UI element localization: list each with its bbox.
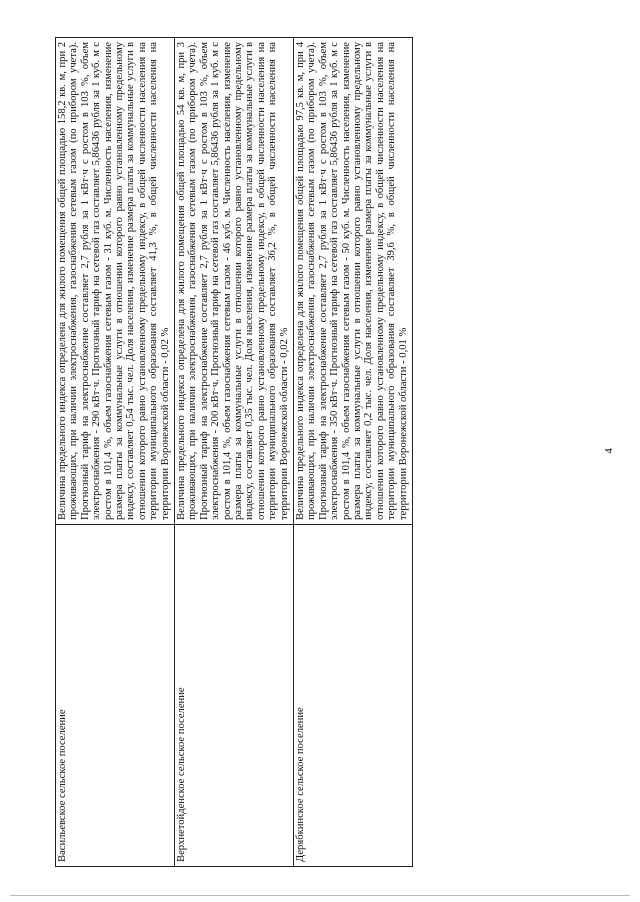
settlement-name-cell: Дерябкинское сельское поселение	[294, 525, 413, 867]
index-description-cell: Величина предельного индекса определена для жилого помещения общей площадью 97,5 кв. м, при 4 проживающих, при наличии электроснабжения, газоснабжения сетевым газом (по прибором учета). Прогнозный тариф на электроснабжение составляет 2,7 рубля за 1 кВт·ч с ростом в 103 %, объем электроснабжения - 350 кВт·ч. Прогнозный тариф на сетевой газ составляет 5,86436 рубля за 1 куб. м с ростом в 101,4 %, объем газоснабжения сетевым газом - 50 куб. м. Численность населения, изменение размера платы за коммунальные услуги в отношении которого равно установленному предельному индексу, составляет 0,2 тыс. чел. Доля населения, изменение размера платы за коммунальные услуги в отношении которого равно установленному предельному индексу, в общей численности населения на территории муниципального образования составляет 39,6 %, в общей численности населения на территории Воронежской области - 0,01 %	[294, 38, 413, 525]
index-description-cell: Величина предельного индекса определена для жилого помещения общей площадью 54 кв. м, при 3 проживающих, при наличии электроснабжения, газоснабжения сетевым газом (по прибором учета). Прогнозный тариф на электроснабжение составляет 2,7 рубля за 1 кВт·ч с ростом в 103 %, объем электроснабжения - 200 кВт·ч. Прогнозный тариф на сетевой газ составляет 5,86436 рубля за 1 куб. м с ростом в 101,4 %, объем газоснабжения сетевым газом - 46 куб. м. Численность населения, изменение размера платы за коммунальные услуги в отношении которого равно установленному предельному индексу, составляет 0,35 тыс. чел. Доля населения, изменение размера платы за коммунальные услуги в отношении которого равно установленному предельному индексу, в общей численности населения на территории муниципального образования составляет 36,2 %, в общей численности населения на территории Воронежской области - 0,02 %	[175, 38, 294, 525]
settlement-index-table	[55, 37, 413, 867]
settlement-name-cell: Васильевское сельское поселение	[56, 525, 175, 867]
page-number: 4	[602, 448, 615, 454]
settlement-name-cell: Верхнетойденское сельское поселение	[175, 525, 294, 867]
table-row	[175, 38, 294, 867]
index-description-cell: Величина предельного индекса определена для жилого помещения общей площадью 158,2 кв. м, при 2 проживающих, при наличии электроснабжения, газоснабжения сетевым газом (по прибором учета). Прогнозный тариф на электроснабжение составляет 2,7 рубля за 1 кВт·ч с ростом в 103 %, объем электроснабжения - 290 кВт·ч. Прогнозный тариф на сетевой газ составляет 5,86436 рубля за 1 куб. м с ростом в 101,4 %, объем газоснабжения сетевым газом - 31 куб. м. Численность населения, изменение размера платы за коммунальные услуги в отношении которого равно установленному предельному индексу, составляет 0,54 тыс. чел. Доля населения, изменение размера платы за коммунальные услуги в отношении которого равно установленному предельному индексу, в общей численности населения на территории муниципального образования составляет 41,3 %, в общей численности населения на территории Воронежской области - 0,02 %	[56, 38, 175, 525]
scan-edge-divider	[10, 895, 630, 896]
rotated-table-container	[55, 37, 413, 867]
table-row	[294, 38, 413, 867]
table-row	[56, 38, 175, 867]
